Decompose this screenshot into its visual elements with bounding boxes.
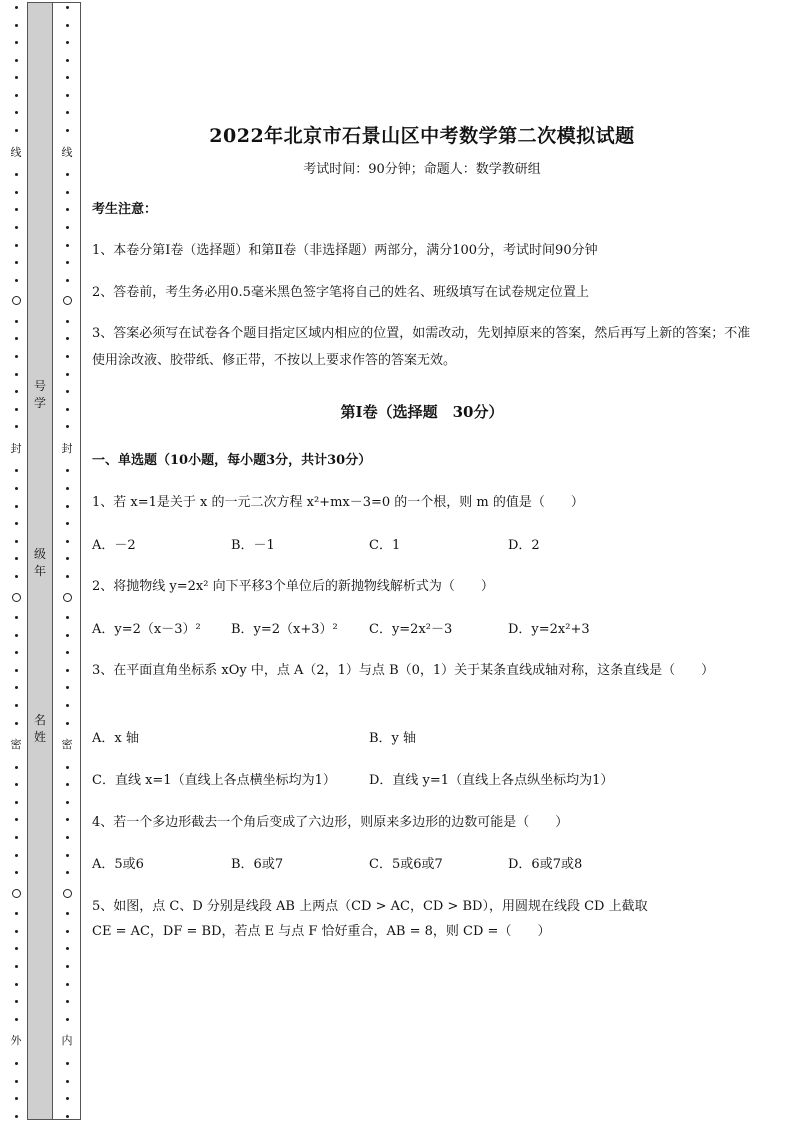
seal-dot — [66, 24, 69, 27]
seal-dot — [15, 261, 18, 264]
notice-item-3: 3、答案必须写在试卷各个题目指定区域内相应的位置，如需改动，先划掉原来的答案，然后再写上新的答案；不准使用涂改液、胶带纸、修正带，不按以上要求作答的答案无效。 — [92, 326, 751, 368]
seal-circle — [63, 889, 72, 898]
notice-item-1: 1、本卷分第Ⅰ卷（选择题）和第Ⅱ卷（非选择题）两部分，满分100分，考试时间90分钟 — [92, 243, 598, 258]
q1-option-d: D．2 — [508, 538, 540, 553]
seal-dot — [15, 408, 18, 411]
seal-dot — [66, 616, 69, 619]
seal-word: 封 — [61, 441, 73, 455]
seal-dot — [15, 651, 18, 654]
seal-dot — [15, 390, 18, 393]
q2-option-b: B．y=2（x+3）² — [231, 622, 338, 637]
seal-circle — [12, 593, 21, 602]
seal-dot — [66, 408, 69, 411]
seal-dot — [66, 965, 69, 968]
seal-dot — [15, 965, 18, 968]
seal-dot — [66, 111, 69, 114]
seal-dot — [66, 540, 69, 543]
seal-dot — [15, 983, 18, 986]
seal-word: 线 — [10, 145, 22, 159]
seal-dot — [15, 836, 18, 839]
question-5-stem-line2: CE = AC，DF = BD，若点 E 与点 F 恰好重合，AB = 8，则 CD =（ ） — [92, 924, 551, 939]
seal-dot — [66, 487, 69, 490]
seal-dot — [66, 1062, 69, 1065]
name-label: 名 姓 — [33, 713, 46, 744]
seal-dot — [66, 818, 69, 821]
seal-dot — [15, 930, 18, 933]
seal-dot — [15, 1115, 18, 1118]
part1-title: 第Ⅰ卷（选择题 30分） — [340, 403, 504, 421]
seal-dot — [66, 173, 69, 176]
seal-dot — [15, 6, 18, 9]
notice-heading: 考生注意： — [92, 202, 158, 217]
outer-seal-line — [10, 6, 22, 1118]
q3-option-d: D．直线 y=1（直线上各点纵坐标均为1） — [369, 773, 614, 788]
seal-dot — [66, 783, 69, 786]
seal-dot — [66, 208, 69, 211]
seal-dot — [15, 173, 18, 176]
seal-dot — [66, 244, 69, 247]
seal-dot — [66, 505, 69, 508]
seal-dot — [15, 1018, 18, 1021]
seal-dot — [66, 930, 69, 933]
seal-dot — [15, 616, 18, 619]
seal-dot — [15, 111, 18, 114]
seal-dot — [66, 469, 69, 472]
seal-dot — [15, 373, 18, 376]
seal-dot — [66, 191, 69, 194]
seal-dot — [15, 947, 18, 950]
q4-option-c: C．5或6或7 — [369, 857, 443, 872]
seal-dot — [15, 540, 18, 543]
seal-dot — [15, 1062, 18, 1065]
seal-dot — [15, 337, 18, 340]
q2-option-c: C．y=2x²－3 — [369, 622, 453, 637]
seal-dot — [15, 1080, 18, 1083]
seal-word: 内 — [61, 1034, 73, 1048]
seal-dot — [15, 94, 18, 97]
seal-dot — [66, 279, 69, 282]
seal-dot — [66, 983, 69, 986]
seal-dot — [15, 766, 18, 769]
seal-circle — [12, 889, 21, 898]
seal-circle — [63, 593, 72, 602]
seal-dot — [15, 912, 18, 915]
grade-label: 级 年 — [33, 547, 46, 578]
seal-dot — [66, 557, 69, 560]
inner-seal-line — [61, 6, 73, 1118]
seal-dot — [15, 469, 18, 472]
seal-dot — [66, 1000, 69, 1003]
seal-dot — [66, 766, 69, 769]
q4-option-b: B．6或7 — [231, 857, 284, 872]
question-4-stem: 4、若一个多边形截去一个角后变成了六边形，则原来多边形的边数可能是（ ） — [92, 815, 569, 830]
seal-dot — [66, 704, 69, 707]
question-1-stem: 1、若 x=1是关于 x 的一元二次方程 x²+mx－3=0 的一个根，则 m 的值是（ ） — [92, 495, 584, 510]
seal-dot — [15, 279, 18, 282]
exam-subtitle: 考试时间：90分钟；命题人：数学教研组 — [303, 162, 541, 177]
question-5-stem-line1: 5、如图，点 C、D 分别是线段 AB 上两点（CD > AC，CD > BD），用圆规在线段 CD 上截取 — [92, 899, 648, 914]
seal-dot — [15, 854, 18, 857]
seal-dot — [66, 801, 69, 804]
seal-dot — [66, 355, 69, 358]
seal-dot — [15, 24, 18, 27]
seal-dot — [15, 704, 18, 707]
seal-dot — [15, 320, 18, 323]
seal-dot — [15, 1000, 18, 1003]
seal-dot — [15, 575, 18, 578]
q2-option-a: A．y=2（x－3）² — [92, 622, 201, 637]
seal-dot — [15, 634, 18, 637]
seal-dot — [66, 390, 69, 393]
seal-dot — [66, 76, 69, 79]
q4-option-a: A．5或6 — [92, 857, 144, 872]
seal-dot — [66, 1018, 69, 1021]
seal-dot — [15, 522, 18, 525]
seal-dot — [66, 6, 69, 9]
q2-option-d: D．y=2x²+3 — [508, 622, 590, 637]
seal-word: 密 — [61, 738, 73, 752]
seal-dot — [66, 94, 69, 97]
seal-dot — [15, 487, 18, 490]
seal-dot — [15, 783, 18, 786]
seal-dot — [66, 575, 69, 578]
q4-option-d: D．6或7或8 — [508, 857, 583, 872]
q3-option-b: B．y 轴 — [369, 731, 417, 746]
q3-option-c: C．直线 x=1（直线上各点横坐标均为1） — [92, 773, 336, 788]
seal-dot — [66, 522, 69, 525]
seal-dot — [15, 425, 18, 428]
seal-dot — [66, 651, 69, 654]
seal-dot — [66, 947, 69, 950]
seal-dot — [66, 129, 69, 132]
section-heading: 一、单选题（10小题，每小题3分，共计30分） — [92, 453, 372, 468]
seal-dot — [66, 1097, 69, 1100]
seal-dot — [15, 208, 18, 211]
seal-dot — [15, 244, 18, 247]
seal-dot — [66, 722, 69, 725]
seal-dot — [66, 373, 69, 376]
seal-circle — [63, 296, 72, 305]
seal-word: 线 — [61, 145, 73, 159]
seal-dot — [66, 261, 69, 264]
seal-dot — [15, 669, 18, 672]
seal-dot — [15, 557, 18, 560]
seal-dot — [15, 871, 18, 874]
seal-dot — [15, 191, 18, 194]
seal-dot — [15, 59, 18, 62]
question-2-stem: 2、将抛物线 y=2x² 向下平移3个单位后的新抛物线解析式为（ ） — [92, 579, 494, 594]
seal-dot — [15, 686, 18, 689]
seal-dot — [15, 226, 18, 229]
seal-circle — [12, 296, 21, 305]
seal-dot — [15, 355, 18, 358]
seal-word: 外 — [10, 1034, 22, 1048]
seal-dot — [66, 425, 69, 428]
seal-dot — [15, 76, 18, 79]
seal-dot — [15, 801, 18, 804]
seal-dot — [66, 320, 69, 323]
seal-dot — [66, 634, 69, 637]
seal-dot — [66, 669, 69, 672]
seal-word: 封 — [10, 441, 22, 455]
seal-dot — [66, 854, 69, 857]
student-id-label: 号 学 — [33, 379, 46, 410]
q1-option-b: B．－1 — [231, 538, 275, 553]
seal-dot — [15, 1097, 18, 1100]
seal-dot — [66, 59, 69, 62]
seal-dot — [66, 226, 69, 229]
exam-title: 2022年北京市石景山区中考数学第二次模拟试题 — [209, 125, 635, 147]
q1-option-c: C．1 — [369, 538, 401, 553]
seal-dot — [66, 1115, 69, 1118]
seal-dot — [15, 818, 18, 821]
seal-dot — [15, 722, 18, 725]
seal-dot — [66, 836, 69, 839]
seal-dot — [66, 871, 69, 874]
seal-dot — [66, 337, 69, 340]
q3-option-a: A．x 轴 — [92, 731, 139, 746]
seal-dot — [66, 41, 69, 44]
question-3-stem: 3、在平面直角坐标系 xOy 中，点 A（2，1）与点 B（0，1）关于某条直线成轴对称，这条直线是（ ） — [92, 663, 715, 678]
seal-dot — [15, 505, 18, 508]
q1-option-a: A．－2 — [92, 538, 136, 553]
seal-dot — [15, 129, 18, 132]
seal-word: 密 — [10, 738, 22, 752]
notice-item-2: 2、答卷前，考生务必用0.5毫米黑色签字笔将自己的姓名、班级填写在试卷规定位置上 — [92, 285, 589, 300]
seal-dot — [66, 1080, 69, 1083]
seal-dot — [66, 912, 69, 915]
seal-dot — [66, 686, 69, 689]
seal-dot — [15, 41, 18, 44]
